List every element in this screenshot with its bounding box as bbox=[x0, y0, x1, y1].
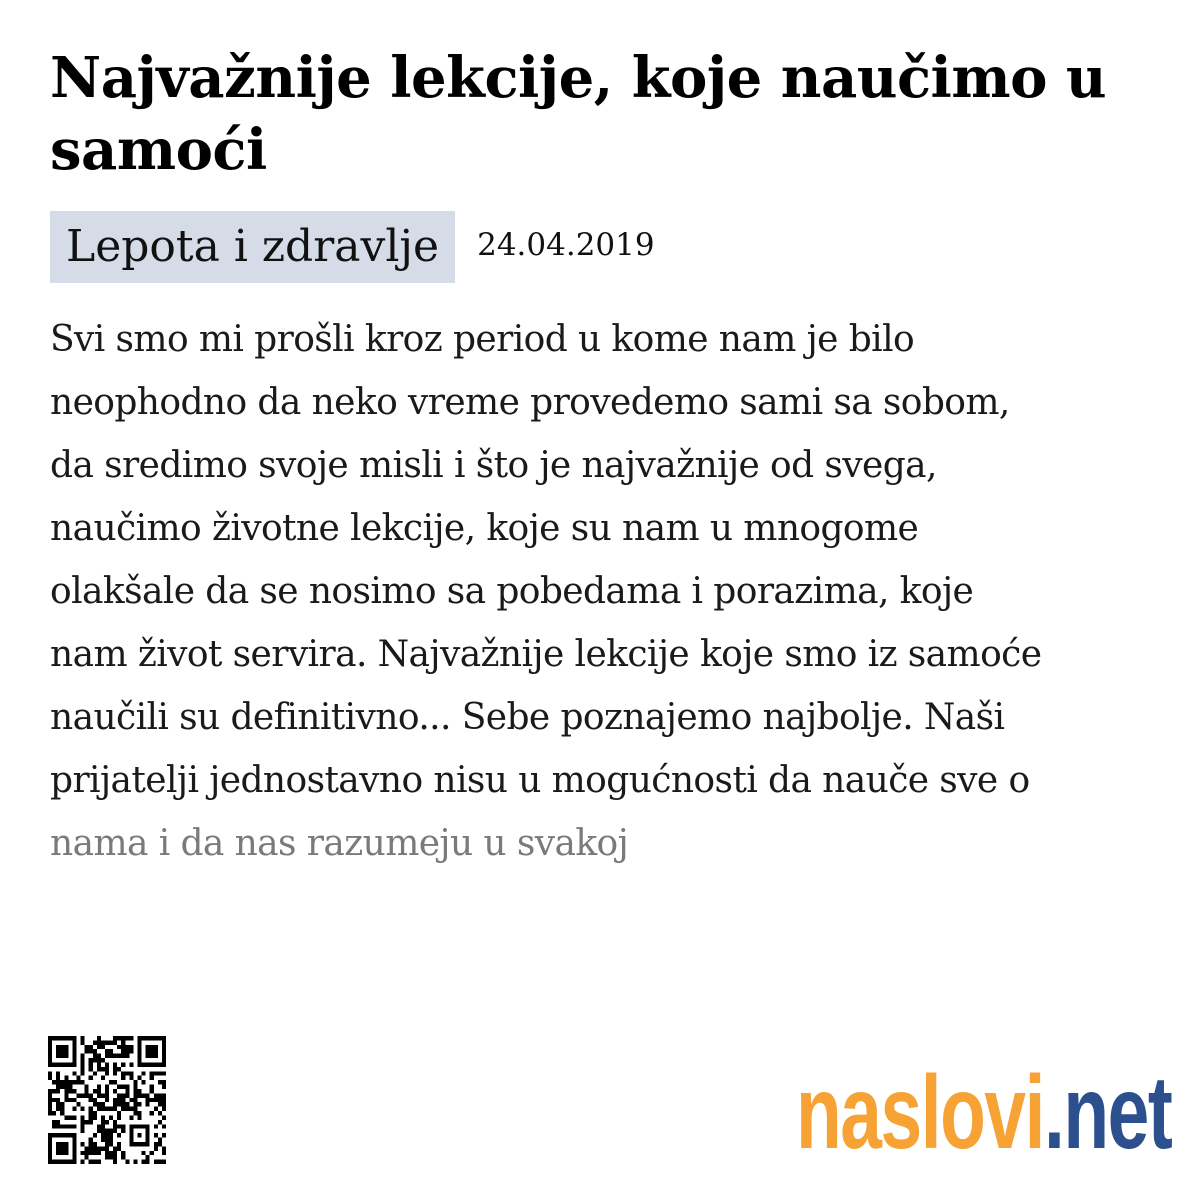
category-tag[interactable]: Lepota i zdravlje bbox=[50, 211, 455, 283]
page-title: Najvažnije lekcije, koje naučimo u samoći bbox=[50, 45, 1107, 183]
logo-part-2: .net bbox=[1043, 1055, 1172, 1171]
qr-code-icon bbox=[48, 1036, 166, 1164]
body-line-5: olakšale da se nosimo sa pobedama i porazima, koje bbox=[50, 571, 974, 612]
body-line-7: naučili su definitivno... Sebe poznajemo najbolje. Naši bbox=[50, 697, 1005, 738]
body-line-6: nam život servira. Najvažnije lekcije koje smo iz samoće bbox=[50, 634, 1042, 675]
site-logo[interactable] bbox=[796, 1055, 1172, 1171]
logo-part-1: naslovi bbox=[796, 1055, 1044, 1171]
body-line-9-faded: nama i da nas razumeju u svakoj bbox=[50, 823, 629, 864]
publish-date: 24.04.2019 bbox=[477, 227, 655, 263]
body-line-2: neophodno da neko vreme provedemo sami sa sobom, bbox=[50, 382, 1010, 423]
body-line-3: da sredimo svoje misli i što je najvažnije od svega, bbox=[50, 445, 937, 486]
body-line-4: naučimo životne lekcije, koje su nam u mnogome bbox=[50, 508, 919, 549]
body-line-1: Svi smo mi prošli kroz period u kome nam je bilo bbox=[50, 319, 915, 360]
article-meta bbox=[50, 211, 655, 283]
article-body bbox=[50, 308, 1160, 875]
body-line-8: prijatelji jednostavno nisu u mogućnosti da nauče sve o bbox=[50, 760, 1030, 801]
